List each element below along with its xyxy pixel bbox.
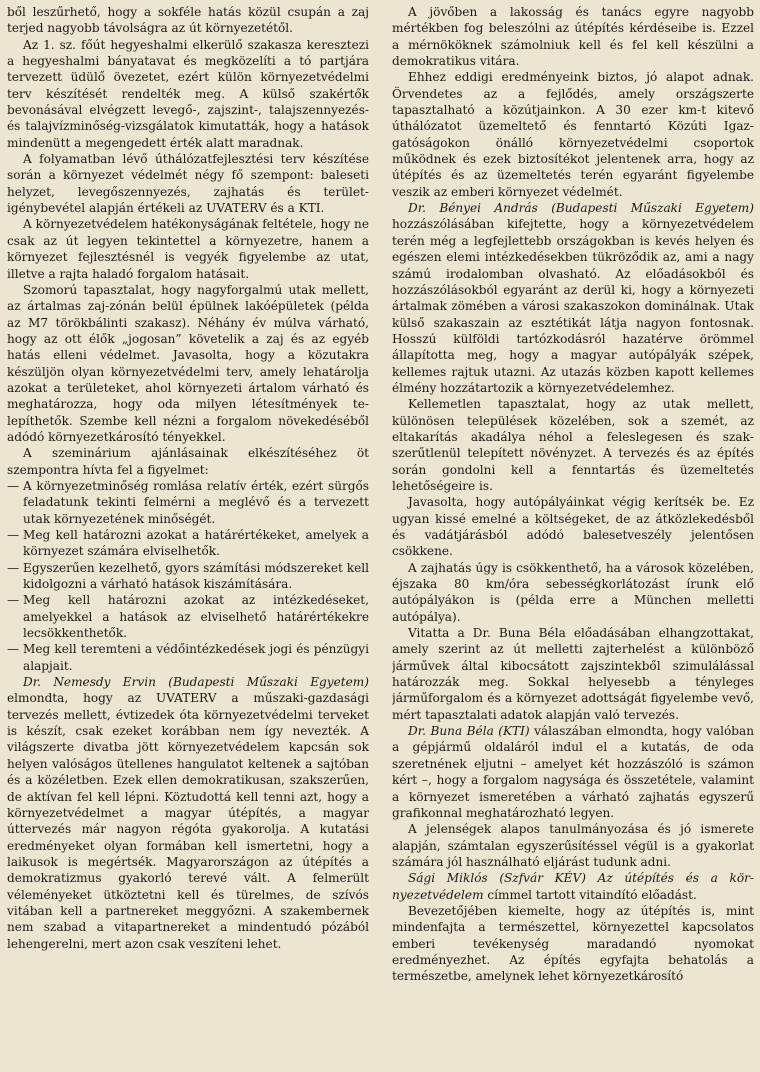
list-dash: — (7, 528, 20, 542)
paragraph: Szomorú tapasztalat, hogy nagyforgalmú utak mellett, az ártalmas zaj-zónán belül épülnek lakóépületek (példa az M7 törökbálinti szakasz). Néhány év múlva várható, hogy az ott élők „jogosan” követelik a zaj és az egyéb hatás elleni védelmet. Javasolta, hogy a közutakra készüljön olyan környezetvédelmi terv, amely lehatárolja azokat a területeket, ahol környezeti ártalom várható és meghatározza, hogy oda milyen létesítmények telepíthetők. Szembe kell nézni a forgalom növekedéséből adódó környezetkárosító tényekkel. (7, 282, 369, 444)
speaker-paragraph (392, 723, 754, 821)
list-item (7, 478, 369, 527)
list-dash: — (7, 593, 20, 608)
list-dash: — (7, 478, 20, 493)
list-item (7, 560, 369, 593)
paragraph: Az 1. sz. főút hegyeshalmi elkerülő szakasza keresztezi a hegyeshalmi bányatavat és megközelíti a tó partjára tervezett üdülő övezetet, ezért külön környezetvédelmi terv készítését rendelték meg. A külső szakértők bevonásával elvégzett levegő-, zajszint-, talajszennyezés- és talajvízminőség-vizsgálatok kimutatták, hogy a hatások mindenütt a megengedett érték alatt maradnak. (7, 37, 369, 150)
paragraph: Bevezetőjében kiemelte, hogy az útépítés is, mint mindenfajta a természettel, környezettel kapcsolatos emberi tevékenység maradandó nyomokat eredményezhet. Az építés egyfajta behatolás a természetbe, amelynek lehet környezetkárosító (392, 903, 754, 984)
paragraph: A folyamatban lévő úthálózatfejlesztési terv készítése során a környezet védelmét négy fő szempont: baleseti helyzet, levegőszennyezés, zajhatás és terület-igénybevétel alapján értékeli az UVATERV és a KTI. (7, 152, 369, 216)
paragraph: Kellemetlen tapasztalat, hogy az utak mellett, különösen települések közelében, sok a szemét, az eltakarítás akadálya néhol a feleslegesen és szakszerűtlenül telepített növényzet. A tervezés és az építés során gondolni kell a fenntartás és üzemeltetés lehetőségeire is. (392, 397, 754, 493)
list-dash: — (7, 560, 20, 575)
paragraph: A környezetvédelem hatékonyságának feltétele, hogy ne csak az út legyen tekintettel a környezetre, hanem a környezet fejlesztésnél is vegyék figyelembe az utat, illetve a rajta haladó forgalom hatásait. (7, 217, 369, 281)
speaker-paragraph (392, 200, 754, 396)
list-item-text: A környezetminőség romlása relatív érték, ezért sürgős feladatunk tekinti felmérni a meglévő és a tervezett utak környezetének minőségét. (23, 478, 369, 526)
speaker-paragraph (7, 674, 369, 952)
speaker-name: Sági Miklós (Szfvár KÉV) Az útépítés és a környezetvédelem (392, 871, 754, 902)
list-item-text: Egyszerűen kezelhető, gyors számítási módszereket kell kidolgozni a várható hatások kiszámítására. (23, 560, 369, 592)
right-column (392, 4, 754, 1068)
paragraph-text: hozzászólásában kifejtette, hogy a környezetvédelem terén még a legfejlettebb országokban is kevés helyen és egészen elemi intézkedésekben tükröződik az, ami a nagy számú irodalomban olvasható. Az előadásokból és hozzászólásokból egyaránt az derül ki, hogy a környezeti ártalmak zömében a városi szakaszokon dominálnak. Utak külső szakaszain az esztétikát látja nagyon fontosnak. Hosszú külföldi tartózkodásról hazatérve örömmel állapította meg, hogy a magyar autópályák szépek, kellemes rajtuk utazni. Az utazás közben kapott kellemes élmény hozzátartozik a környezetvédelemhez. (392, 217, 754, 395)
left-column (7, 4, 369, 1068)
list-item-text: Meg kell határozni azokat az intézkedéseket, amelyekkel a hatások az elviselhető határértékekre lecsökkenthetők. (23, 593, 369, 641)
paragraph-text: címmel tartott vitaindító előadást. (483, 887, 697, 902)
speaker-name: Dr. Bényei András (Budapesti Műszaki Egyetem) (408, 201, 754, 216)
paragraph: A jövőben a lakosság és tanács egyre nagyobb mértékben fog beleszólni az útépítés kérdéseibe is. Ezzel a mérnököknek számolniuk kell és fel kell készülni a demokratikus vitára. (392, 5, 754, 69)
list-dash: — (7, 642, 20, 657)
paragraph-text: válaszában elmondta, hogy valóban a gépjármű oldaláról indul el a kutatás, de oda szeretnének eljutni – amelyet két hozzászóló is számon kért –, hogy a forgalom nagysága és összetétele, valamint a környezet ismeretében a várható zajhatás egyszerű grafikonnal meghatározható legyen. (392, 724, 754, 820)
list-item (7, 527, 369, 560)
paragraph-continued: ből leszűrhető, hogy a sokféle hatás közül csupán a zaj terjed nagyobb távolságra az út környezetétől. (7, 5, 369, 36)
list-item-text: Meg kell teremteni a védőintézkedések jogi és pénzügyi alapjait. (23, 642, 369, 673)
speaker-paragraph (392, 870, 754, 903)
paragraph: Vitatta a Dr. Buna Béla előadásában elhangzottakat, amely szerint az út melletti zajterhelést a különböző járművek által kibocsátott zajszintekből szimulálással határozzák meg. Sokkal helyesebb a tényleges járműforgalom és a környezet adottságát figyelembe vevő, mért tapasztalati adatok alapján való tervezés. (392, 626, 754, 722)
list-item (7, 592, 369, 641)
paragraph: Ehhez eddigi eredményeink biztos, jó alapot adnak. Örvendetes az a fejlődés, amely országszerte tapasztalható a közútjainkon. A 30 ezer km-t kitevő úthálózatot üzemeltető és fenntartó Közúti Igazgatóságokon önálló környezetvédelmi csoportok működnek és ezek biztosítékot jelentenek arra, hogy az útépítés és az üzemeltetés terén egyaránt figyelembe veszik az emberi környezet védelmét. (392, 70, 754, 199)
list-item-text: Meg kell határozni azokat a határértékeket, amelyek a környezet számára elviselhetők. (23, 528, 369, 559)
paragraph: Javasolta, hogy autópályáinkat végig kerítsék be. Ez ugyan kissé emelné a költségeket, de az átközlekedésből és vadátjárásból adódó balesetveszély jelentősen csökkene. (392, 495, 754, 559)
paragraph: A szeminárium ajánlásainak elkészítéséhez öt szempontra hívta fel a figyelmet: (7, 446, 369, 477)
paragraph-text: elmondta, hogy az UVATERV a műszaki-gazdasági tervezés mellett, évtizedek óta környezetvédelmi terveket is készít, csak ezeket korábban nem így nevezték. A világszerte divatba jött környezetvédelem kapcsán sok helyen valóságos ütellenes hangulatot keltenek a sajtóban és a közéletben. Ezek ellen demokratikusan, szakszerűen, de aktívan fel kell lépni. Köztudottá kell tenni azt, hogy a környezetvédelmet a magyar útépítés, a magyar úttervezés már nagyon régóta gyakorolja. A kutatási eredményeket olyan formában kell ismertetni, hogy a laikusok is megértsék. Magyarországon az útépítés a demokratizmus gyakorló terevé vált. A felmerült véleményeket ütköztetni kell és türelmes, de szívós vitában kell a partnereket meggyőzni. A szakembernek nem szabad a vitapartnereket a mindentudó pózából lehengerelni, mert azon csak veszíteni lehet. (7, 691, 369, 951)
paragraph: A jelenségek alapos tanulmányozása és jó ismerete alapján, számtalan egyszerűsítéssel végül is a gyakorlat számára jól használható eljárást tudunk adni. (392, 822, 754, 869)
speaker-name: Dr. Nemesdy Ervin (Budapesti Műszaki Egyetem) (23, 675, 369, 690)
list-item (7, 641, 369, 674)
speaker-name: Dr. Buna Béla (KTI) (408, 724, 530, 739)
paragraph: A zajhatás úgy is csökkenthető, ha a városok közelében, éjszaka 80 km/óra sebességkorlátozást írunk elő autópályákon is (példa erre a München melletti autópálya). (392, 560, 754, 624)
